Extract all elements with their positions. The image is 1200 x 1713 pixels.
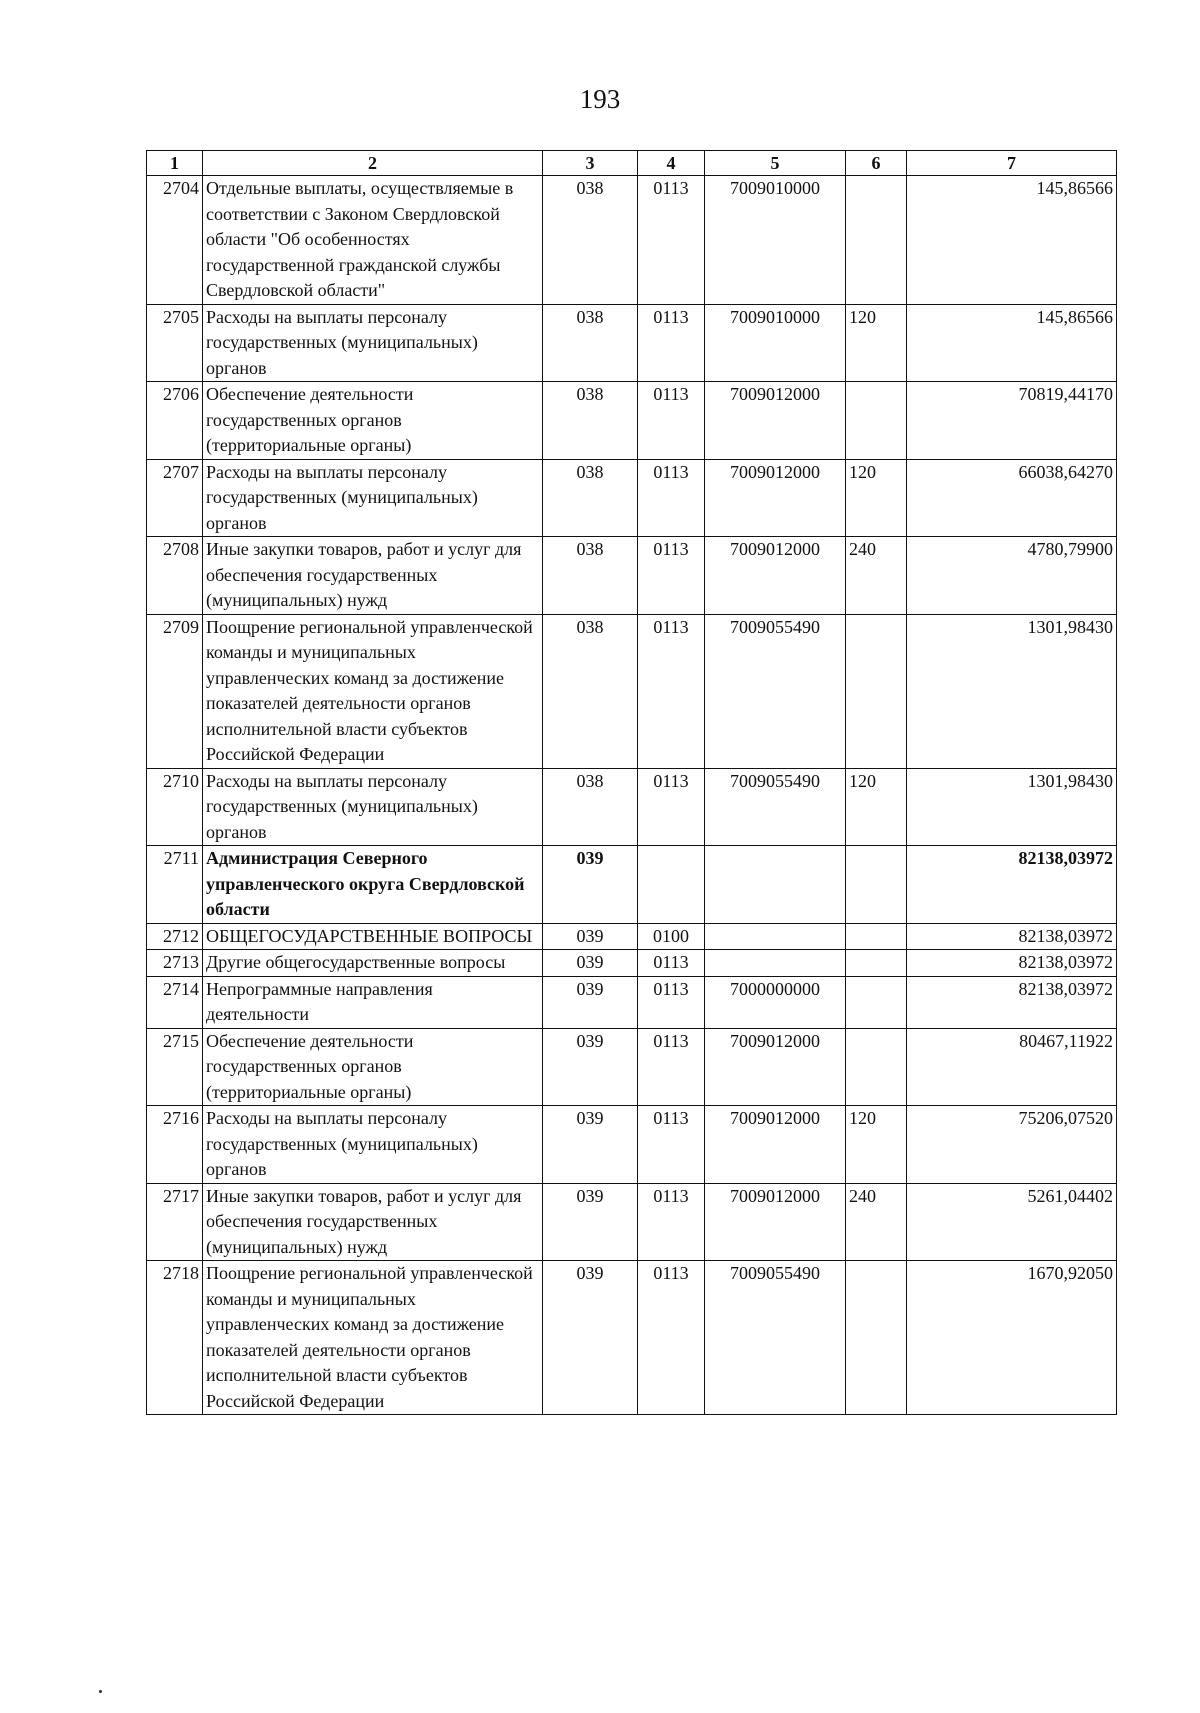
expense-name-cell: Расходы на выплаты персоналу государственных (муниципальных) органов: [203, 459, 543, 537]
expense-name-cell: Другие общегосударственные вопросы: [203, 950, 543, 977]
row-number-cell: 2710: [147, 768, 203, 846]
section-code-cell: 0113: [638, 614, 705, 768]
section-code-cell: 0113: [638, 304, 705, 382]
expense-type-cell: 240: [846, 537, 907, 615]
row-number-cell: 2707: [147, 459, 203, 537]
expense-type-cell: [846, 1261, 907, 1415]
table-row: [147, 537, 1117, 615]
table-row: [147, 304, 1117, 382]
expense-type-cell: 120: [846, 1106, 907, 1184]
expense-type-cell: [846, 976, 907, 1028]
table-row: [147, 950, 1117, 977]
department-code-cell: 038: [543, 614, 638, 768]
row-number-cell: 2713: [147, 950, 203, 977]
amount-cell: 82138,03972: [907, 976, 1117, 1028]
section-code-cell: 0113: [638, 1183, 705, 1261]
department-code-cell: 038: [543, 176, 638, 305]
table-row: [147, 976, 1117, 1028]
expense-name-cell: Непрограммные направления деятельности: [203, 976, 543, 1028]
target-article-cell: 7000000000: [705, 976, 846, 1028]
amount-cell: 70819,44170: [907, 382, 1117, 460]
expense-name-cell: Поощрение региональной управленческой команды и муниципальных управленческих команд за достижение показателей деятельности органов исполнительной власти субъектов Российской Федерации: [203, 1261, 543, 1415]
scan-artifact-dot: [99, 1690, 102, 1693]
expense-name-cell: Расходы на выплаты персоналу государственных (муниципальных) органов: [203, 768, 543, 846]
expense-type-cell: [846, 382, 907, 460]
section-code-cell: 0113: [638, 1028, 705, 1106]
section-code-cell: 0113: [638, 1261, 705, 1415]
expense-type-cell: [846, 1028, 907, 1106]
section-code-cell: 0113: [638, 459, 705, 537]
row-number-cell: 2708: [147, 537, 203, 615]
amount-cell: 82138,03972: [907, 846, 1117, 924]
section-code-cell: 0113: [638, 382, 705, 460]
department-code-cell: 038: [543, 537, 638, 615]
target-article-cell: 7009012000: [705, 1183, 846, 1261]
row-number-cell: 2716: [147, 1106, 203, 1184]
department-code-cell: 039: [543, 1261, 638, 1415]
amount-cell: 4780,79900: [907, 537, 1117, 615]
section-code-cell: [638, 846, 705, 924]
row-number-cell: 2714: [147, 976, 203, 1028]
row-number-cell: 2718: [147, 1261, 203, 1415]
section-code-cell: 0113: [638, 768, 705, 846]
section-code-cell: 0113: [638, 1106, 705, 1184]
expense-name-cell: Поощрение региональной управленческой команды и муниципальных управленческих команд за достижение показателей деятельности органов исполнительной власти субъектов Российской Федерации: [203, 614, 543, 768]
table-row: [147, 1028, 1117, 1106]
row-number-cell: 2717: [147, 1183, 203, 1261]
amount-cell: 145,86566: [907, 176, 1117, 305]
table-row: [147, 1261, 1117, 1415]
header-col-6: 6: [846, 151, 907, 176]
expense-type-cell: [846, 176, 907, 305]
expense-name-cell: Иные закупки товаров, работ и услуг для обеспечения государственных (муниципальных) нужд: [203, 1183, 543, 1261]
expense-name-cell: Расходы на выплаты персоналу государственных (муниципальных) органов: [203, 304, 543, 382]
table-body: [147, 176, 1117, 1415]
department-code-cell: 039: [543, 923, 638, 950]
section-code-cell: 0113: [638, 976, 705, 1028]
row-number-cell: 2715: [147, 1028, 203, 1106]
expense-type-cell: 120: [846, 768, 907, 846]
target-article-cell: 7009055490: [705, 768, 846, 846]
amount-cell: 82138,03972: [907, 950, 1117, 977]
target-article-cell: 7009010000: [705, 176, 846, 305]
table-row: [147, 176, 1117, 305]
amount-cell: 66038,64270: [907, 459, 1117, 537]
amount-cell: 80467,11922: [907, 1028, 1117, 1106]
department-code-cell: 038: [543, 459, 638, 537]
department-code-cell: 039: [543, 976, 638, 1028]
amount-cell: 1670,92050: [907, 1261, 1117, 1415]
department-code-cell: 039: [543, 1028, 638, 1106]
expense-name-cell: Администрация Северного управленческого округа Свердловской области: [203, 846, 543, 924]
header-col-5: 5: [705, 151, 846, 176]
department-code-cell: 038: [543, 382, 638, 460]
row-number-cell: 2709: [147, 614, 203, 768]
expense-type-cell: [846, 846, 907, 924]
amount-cell: 5261,04402: [907, 1183, 1117, 1261]
page-number: 193: [579, 84, 621, 114]
target-article-cell: [705, 923, 846, 950]
department-code-cell: 039: [543, 1183, 638, 1261]
target-article-cell: 7009055490: [705, 1261, 846, 1415]
target-article-cell: 7009012000: [705, 382, 846, 460]
section-code-cell: 0113: [638, 537, 705, 615]
header-row: [147, 151, 1117, 176]
expense-name-cell: Обеспечение деятельности государственных органов (территориальные органы): [203, 382, 543, 460]
table-row: [147, 614, 1117, 768]
department-code-cell: 039: [543, 846, 638, 924]
expense-name-cell: Отдельные выплаты, осуществляемые в соответствии с Законом Свердловской области "Об особенностях государственной гражданской службы Свердловской области": [203, 176, 543, 305]
table-row: [147, 846, 1117, 924]
target-article-cell: 7009012000: [705, 1106, 846, 1184]
amount-cell: 145,86566: [907, 304, 1117, 382]
target-article-cell: 7009012000: [705, 459, 846, 537]
table-row: [147, 768, 1117, 846]
expense-type-cell: 240: [846, 1183, 907, 1261]
expense-name-cell: Обеспечение деятельности государственных органов (территориальные органы): [203, 1028, 543, 1106]
department-code-cell: 038: [543, 304, 638, 382]
expense-type-cell: [846, 614, 907, 768]
header-col-1: 1: [147, 151, 203, 176]
expense-type-cell: 120: [846, 304, 907, 382]
department-code-cell: 039: [543, 950, 638, 977]
row-number-cell: 2706: [147, 382, 203, 460]
row-number-cell: 2704: [147, 176, 203, 305]
amount-cell: 75206,07520: [907, 1106, 1117, 1184]
amount-cell: 1301,98430: [907, 768, 1117, 846]
target-article-cell: 7009010000: [705, 304, 846, 382]
expense-name-cell: Иные закупки товаров, работ и услуг для обеспечения государственных (муниципальных) нужд: [203, 537, 543, 615]
expense-type-cell: [846, 923, 907, 950]
target-article-cell: [705, 846, 846, 924]
row-number-cell: 2712: [147, 923, 203, 950]
table-row: [147, 923, 1117, 950]
row-number-cell: 2711: [147, 846, 203, 924]
table-row: [147, 382, 1117, 460]
expense-name-cell: ОБЩЕГОСУДАРСТВЕННЫЕ ВОПРОСЫ: [203, 923, 543, 950]
amount-cell: 82138,03972: [907, 923, 1117, 950]
row-number-cell: 2705: [147, 304, 203, 382]
header-col-3: 3: [543, 151, 638, 176]
section-code-cell: 0100: [638, 923, 705, 950]
section-code-cell: 0113: [638, 950, 705, 977]
expense-type-cell: 120: [846, 459, 907, 537]
target-article-cell: 7009012000: [705, 537, 846, 615]
department-code-cell: 038: [543, 768, 638, 846]
target-article-cell: [705, 950, 846, 977]
expense-name-cell: Расходы на выплаты персоналу государственных (муниципальных) органов: [203, 1106, 543, 1184]
table-row: [147, 1106, 1117, 1184]
header-col-4: 4: [638, 151, 705, 176]
budget-table: [146, 150, 1117, 1415]
target-article-cell: 7009012000: [705, 1028, 846, 1106]
header-col-2: 2: [203, 151, 543, 176]
amount-cell: 1301,98430: [907, 614, 1117, 768]
table-row: [147, 1183, 1117, 1261]
target-article-cell: 7009055490: [705, 614, 846, 768]
table-row: [147, 459, 1117, 537]
department-code-cell: 039: [543, 1106, 638, 1184]
header-col-7: 7: [907, 151, 1117, 176]
expense-type-cell: [846, 950, 907, 977]
section-code-cell: 0113: [638, 176, 705, 305]
